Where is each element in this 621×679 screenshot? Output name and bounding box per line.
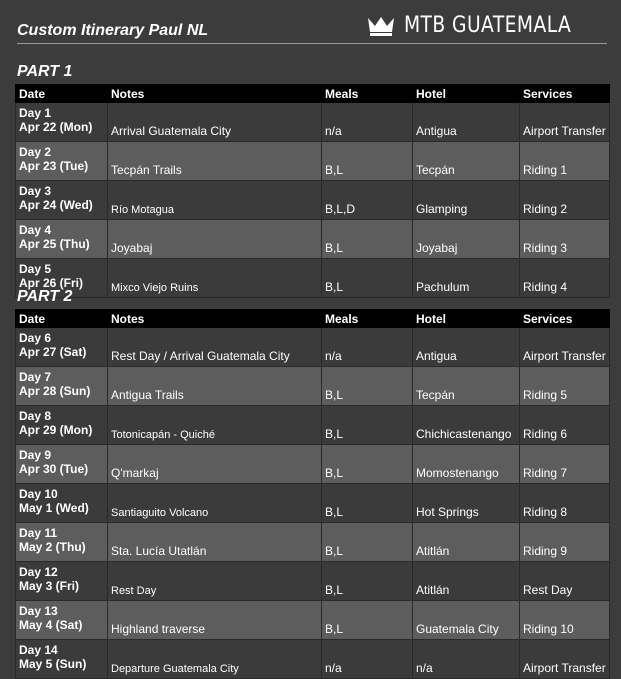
cell-notes: Totonicapán - Quiché [108, 406, 322, 445]
table-header-row [16, 310, 610, 328]
date-label: Apr 26 (Fri) [19, 276, 84, 290]
cell-meals: B,L [322, 367, 413, 406]
cell-hotel: Chichicastenango [413, 406, 520, 445]
cell-hotel: Hot Springs [413, 484, 520, 523]
cell-date [16, 142, 108, 181]
table-row [16, 523, 610, 562]
cell-notes: Tecpán Trails [108, 142, 322, 181]
header-divider [17, 43, 607, 44]
cell-date [16, 103, 108, 142]
cell-date [16, 328, 108, 367]
cell-date [16, 406, 108, 445]
part-1-title: PART 1 [17, 63, 73, 80]
cell-notes: Mixco Viejo Ruins [108, 259, 322, 298]
cell-hotel: Glamping [413, 181, 520, 220]
date-label: Apr 27 (Sat) [19, 345, 87, 359]
cell-services: Riding 6 [520, 406, 610, 445]
column-header-notes: Notes [108, 310, 322, 328]
cell-hotel: Joyabaj [413, 220, 520, 259]
cell-hotel: n/a [413, 640, 520, 679]
itinerary-table-part-2 [15, 309, 610, 679]
column-header-services: Services [520, 85, 610, 103]
crown-icon [366, 15, 396, 37]
cell-date [16, 640, 108, 679]
cell-notes: Rest Day / Arrival Guatemala City [108, 328, 322, 367]
cell-services: Riding 7 [520, 445, 610, 484]
cell-hotel: Antigua [413, 328, 520, 367]
date-label: May 3 (Fri) [19, 579, 80, 593]
table-row [16, 328, 610, 367]
cell-notes: Rest Day [108, 562, 322, 601]
day-label: Day 12 [19, 565, 58, 579]
table-body [16, 328, 610, 679]
date-label: Apr 28 (Sun) [19, 384, 91, 398]
cell-meals: B,L [322, 445, 413, 484]
column-header-hotel: Hotel [413, 310, 520, 328]
cell-date [16, 181, 108, 220]
day-label: Day 5 [19, 262, 52, 276]
table-header-row [16, 85, 610, 103]
table-row [16, 406, 610, 445]
cell-services: Riding 5 [520, 367, 610, 406]
cell-meals: B,L [322, 259, 413, 298]
date-label: May 4 (Sat) [19, 618, 83, 632]
column-header-notes: Notes [108, 85, 322, 103]
cell-meals: B,L [322, 220, 413, 259]
cell-meals: B,L [322, 523, 413, 562]
cell-hotel: Antigua [413, 103, 520, 142]
date-label: Apr 23 (Tue) [19, 159, 89, 173]
table-body [16, 103, 610, 298]
cell-services: Rest Day [520, 562, 610, 601]
brand-logo [366, 13, 601, 38]
cell-hotel: Momostenango [413, 445, 520, 484]
day-label: Day 14 [19, 643, 58, 657]
cell-meals: B,L [322, 562, 413, 601]
column-header-hotel: Hotel [413, 85, 520, 103]
column-header-meals: Meals [322, 310, 413, 328]
cell-services: Airport Transfer [520, 640, 610, 679]
column-header-date: Date [16, 310, 108, 328]
cell-meals: B,L [322, 406, 413, 445]
cell-meals: n/a [322, 328, 413, 367]
day-label: Day 4 [19, 223, 52, 237]
cell-date [16, 601, 108, 640]
cell-meals: B,L [322, 484, 413, 523]
column-header-date: Date [16, 85, 108, 103]
cell-services: Airport Transfer [520, 328, 610, 367]
cell-hotel: Pachulum [413, 259, 520, 298]
cell-hotel: Tecpán [413, 142, 520, 181]
date-label: Apr 22 (Mon) [19, 120, 93, 134]
cell-date [16, 220, 108, 259]
date-label: May 2 (Thu) [19, 540, 86, 554]
date-label: Apr 29 (Mon) [19, 423, 93, 437]
column-header-meals: Meals [322, 85, 413, 103]
cell-date [16, 562, 108, 601]
itinerary-table-part-1 [15, 84, 610, 298]
cell-hotel: Tecpán [413, 367, 520, 406]
cell-services: Riding 2 [520, 181, 610, 220]
table-row [16, 259, 610, 298]
table-row [16, 562, 610, 601]
table-row [16, 367, 610, 406]
cell-date [16, 523, 108, 562]
cell-services: Riding 9 [520, 523, 610, 562]
date-label: May 1 (Wed) [19, 501, 89, 515]
cell-notes: Santiaguito Volcano [108, 484, 322, 523]
cell-services: Riding 4 [520, 259, 610, 298]
day-label: Day 10 [19, 487, 58, 501]
cell-date [16, 484, 108, 523]
cell-hotel: Atitlán [413, 562, 520, 601]
cell-meals: n/a [322, 103, 413, 142]
day-label: Day 3 [19, 184, 52, 198]
cell-services: Riding 8 [520, 484, 610, 523]
part-2-title: PART 2 [17, 288, 73, 305]
date-label: May 5 (Sun) [19, 657, 87, 671]
cell-notes: Joyabaj [108, 220, 322, 259]
date-label: Apr 24 (Wed) [19, 198, 93, 212]
cell-notes: Q'markaj [108, 445, 322, 484]
cell-notes: Río Motagua [108, 181, 322, 220]
cell-meals: B,L,D [322, 181, 413, 220]
cell-notes: Highland traverse [108, 601, 322, 640]
cell-hotel: Guatemala City [413, 601, 520, 640]
cell-meals: B,L [322, 142, 413, 181]
day-label: Day 13 [19, 604, 58, 618]
table-row [16, 640, 610, 679]
cell-notes: Sta. Lucía Utatlán [108, 523, 322, 562]
day-label: Day 6 [19, 331, 52, 345]
table-row [16, 445, 610, 484]
cell-notes: Antigua Trails [108, 367, 322, 406]
cell-notes: Arrival Guatemala City [108, 103, 322, 142]
table-row [16, 181, 610, 220]
cell-services: Riding 10 [520, 601, 610, 640]
day-label: Day 11 [19, 526, 58, 540]
logo-text: MTB GUATEMALA [404, 13, 572, 38]
table-row [16, 601, 610, 640]
page-title: Custom Itinerary Paul NL [17, 22, 209, 39]
day-label: Day 2 [19, 145, 52, 159]
cell-hotel: Atitlán [413, 523, 520, 562]
cell-meals: n/a [322, 640, 413, 679]
table-row [16, 103, 610, 142]
column-header-services: Services [520, 310, 610, 328]
table-row [16, 484, 610, 523]
day-label: Day 9 [19, 448, 52, 462]
cell-notes: Departure Guatemala City [108, 640, 322, 679]
date-label: Apr 30 (Tue) [19, 462, 89, 476]
table-row [16, 220, 610, 259]
cell-date [16, 367, 108, 406]
cell-date [16, 445, 108, 484]
date-label: Apr 25 (Thu) [19, 237, 90, 251]
cell-services: Riding 1 [520, 142, 610, 181]
cell-meals: B,L [322, 601, 413, 640]
day-label: Day 1 [19, 106, 52, 120]
day-label: Day 8 [19, 409, 52, 423]
table-row [16, 142, 610, 181]
cell-services: Airport Transfer [520, 103, 610, 142]
day-label: Day 7 [19, 370, 52, 384]
cell-services: Riding 3 [520, 220, 610, 259]
